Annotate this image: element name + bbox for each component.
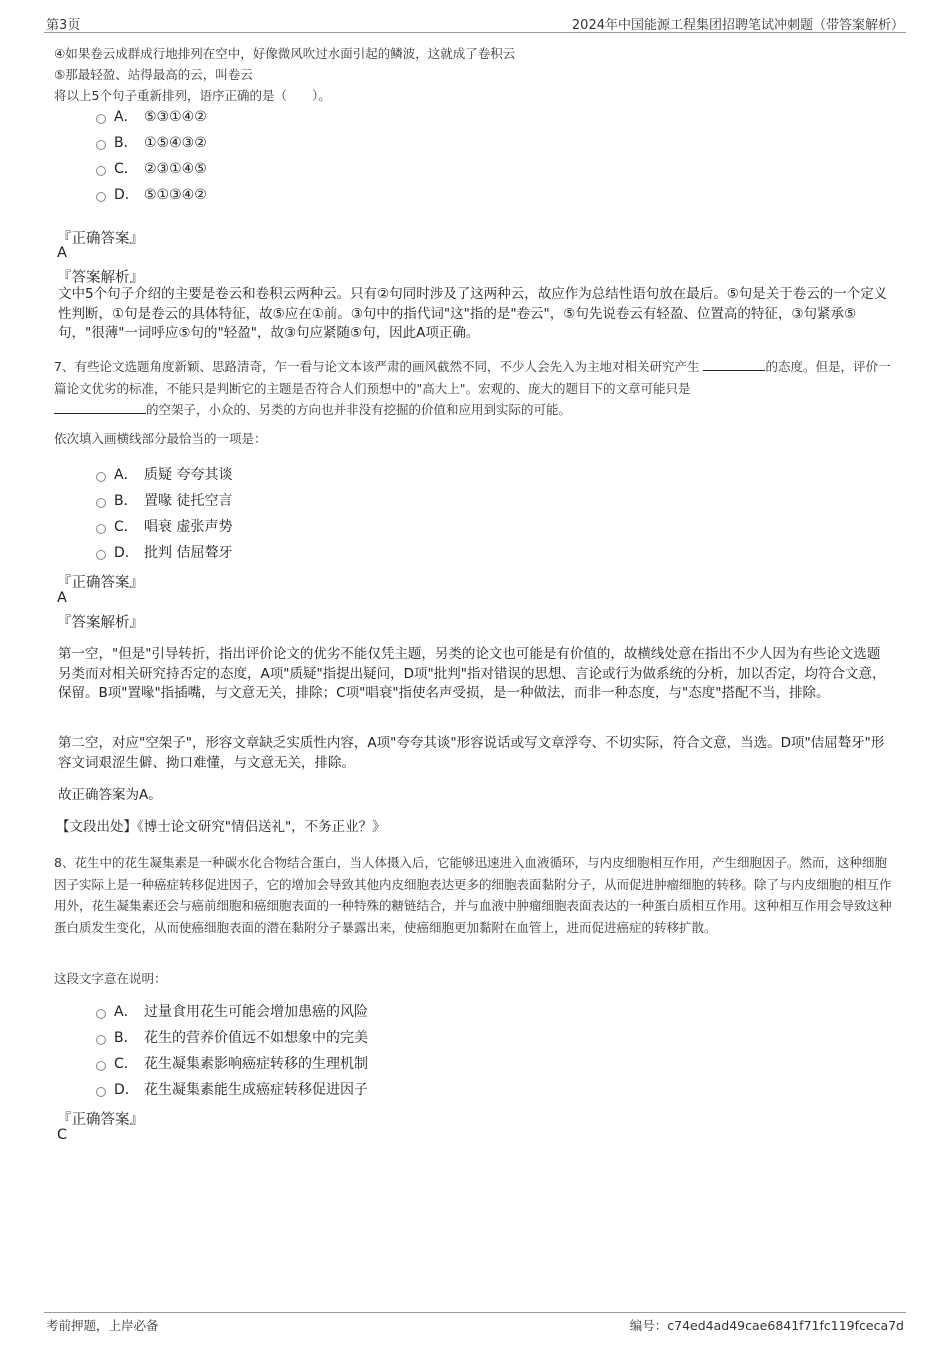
page-footer: [44, 1312, 906, 1333]
q7-correct-label: 『正确答案』: [57, 575, 144, 591]
q8-correct-label: 『正确答案』: [57, 1112, 144, 1128]
page-header: [44, 12, 906, 33]
q7-analysis-label: 『答案解析』: [57, 615, 144, 631]
q8-stem: 8、花生中的花生凝集素是一种碳水化合物结合蛋白，当人体摄入后，它能够迅速进入血液循环，与内皮细胞相互作用，产生细胞因子。然而，这种细胞因子实际上是一种癌症转移促进因子，它的增加会导致其他内皮细胞表达更多的细胞表面黏附分子，从而促进肿瘤细胞的转移。除了与内皮细胞的相互作用外，花生凝集素还会与癌前细胞和癌细胞表面的一种特殊的糖链结合，并与血液中肿瘤细胞表面表达的一种蛋白质相互作用。这种相互作用会导致这种蛋白质发生变化，从而使癌细胞表面的潜在黏附分子暴露出来，使癌细胞更加黏附在血管上，进而促进癌症的转移扩散。: [54, 855, 892, 935]
document-serial: 编号：c74ed4ad49cae6841f71fc119fceca7d: [629, 1318, 904, 1333]
q8-option-b[interactable]: B． 花生的营养价值远不如想象中的完美: [96, 1027, 368, 1049]
footer-slogan: 考前押题，上岸必备: [46, 1318, 159, 1333]
q7-analysis-paragraph-1: 第一空，"但是"引导转折，指出评价论文的优劣不能仅凭主题，另类的论文也可能是有价值的，故横线处意在指出不少人因为有些论文选题另类而对相关研究持否定的态度，A项"质疑"指提出疑问，D项"批判"指对错误的思想、言论或行为做系统的分析，加以否定，均符合文意，保留。B项"置喙"指插嘴，与文意无关，排除；C项"唱衰"指使名声受损，是一种做法，而非一种态度，与"态度"搭配不当，排除。: [58, 646, 886, 701]
radio-icon[interactable]: [96, 498, 106, 508]
q7-conclusion: 故正确答案为A。: [58, 787, 162, 803]
radio-icon[interactable]: [96, 1009, 106, 1019]
q6-prompt: 将以上5个句子重新排列，语序正确的是（ ）。: [54, 88, 331, 103]
radio-icon[interactable]: [96, 524, 106, 534]
radio-icon[interactable]: [96, 1035, 106, 1045]
q6-correct-label: 『正确答案』: [57, 231, 144, 247]
q6-sentence-4: ④如果卷云成群成行地排列在空中，好像微风吹过水面引起的鳞波，这就成了卷积云: [54, 46, 516, 61]
q8-option-c[interactable]: C． 花生凝集素影响癌症转移的生理机制: [96, 1053, 368, 1075]
q8-option-d[interactable]: D． 花生凝集素能生成癌症转移促进因子: [96, 1079, 368, 1101]
q7-source: 【文段出处】《博士论文研究"情侣送礼"，不务正业？》: [56, 819, 386, 835]
q8-option-a[interactable]: A． 过量食用花生可能会增加患癌的风险: [96, 1001, 368, 1023]
q6-option-b[interactable]: B． ①⑤④③②: [96, 132, 207, 154]
q6-analysis-label: 『答案解析』: [57, 270, 144, 286]
radio-icon[interactable]: [96, 1061, 106, 1071]
q6-option-c[interactable]: C． ②③①④⑤: [96, 158, 207, 180]
radio-icon[interactable]: [96, 472, 106, 482]
q6-analysis: 文中5个句子介绍的主要是卷云和卷积云两种云。只有②句同时涉及了这两种云，故应作为总结性语句放在最后。⑤句是关于卷云的一个定义性判断，①句是卷云的具体特征，故⑤应在①前。③句中的指代词"这"指的是"卷云"，⑤句先说卷云有轻盈、位置高的特征，③句紧承⑤句，"很薄"一词呼应⑤句的"轻盈"，故③句应紧随⑤句，因此A项正确。: [58, 286, 888, 341]
document-title: 2024年中国能源工程集团招聘笔试冲刺题（带答案解析）: [571, 18, 904, 33]
q6-sentence-5: ⑤那最轻盈、站得最高的云，叫卷云: [54, 67, 253, 82]
q8-correct-answer: C: [57, 1127, 68, 1143]
radio-icon[interactable]: [96, 1087, 106, 1097]
blank-2: [54, 401, 146, 414]
radio-icon[interactable]: [96, 114, 106, 124]
q7-prompt: 依次填入画横线部分最恰当的一项是：: [54, 431, 267, 446]
radio-icon[interactable]: [96, 192, 106, 202]
q6-option-d[interactable]: D． ⑤①③④②: [96, 184, 207, 206]
q7-option-a[interactable]: A． 质疑 夸夸其谈: [96, 464, 232, 486]
q6-option-a[interactable]: A． ⑤③①④②: [96, 106, 207, 128]
q6-correct-answer: A: [57, 245, 67, 261]
q7-analysis-paragraph-2: 第二空，对应"空架子"，形容文章缺乏实质性内容，A项"夸夸其谈"形容说话或写文章浮夸、不切实际，符合文意，当选。D项"佶屈聱牙"形容文词艰涩生僻、拗口难懂，与文意无关，排除。: [58, 735, 885, 771]
radio-icon[interactable]: [96, 550, 106, 560]
q7-correct-answer: A: [57, 590, 67, 606]
radio-icon[interactable]: [96, 166, 106, 176]
radio-icon[interactable]: [96, 140, 106, 150]
blank-1: [703, 358, 765, 371]
q7-option-c[interactable]: C． 唱衰 虚张声势: [96, 516, 232, 538]
q8-prompt: 这段文字意在说明：: [54, 971, 167, 986]
page-number: 第3页: [46, 18, 81, 33]
q7-stem: 7、有些论文选题角度新颖、思路清奇，乍一看与论文本该严肃的画风截然不同，不少人会先入为主地对相关研究产生 的态度。但是，评价一篇论文优劣的标准，不能只是判断它的主题是否符合人们预想中的"高大上"。宏观的、庞大的题目下的文章可能只是 的空架子，小众的、另类的方向也并非没有挖掘的价值和应用到实际的可能。: [54, 359, 891, 417]
q7-option-d[interactable]: D． 批判 佶屈聱牙: [96, 542, 232, 564]
q7-option-b[interactable]: B． 置喙 徒托空言: [96, 490, 232, 512]
